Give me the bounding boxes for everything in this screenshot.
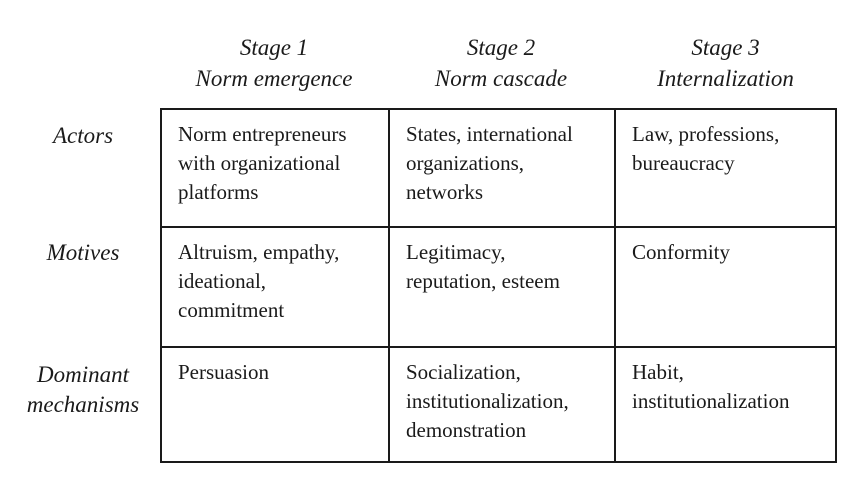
- table-cell-mechanisms-stage-3: [616, 348, 835, 461]
- norm-life-cycle-table: [160, 108, 837, 463]
- stage-label: Stage 3: [691, 35, 760, 60]
- cell-line: Persuasion: [178, 360, 269, 384]
- cell-line: with organizational: [178, 151, 341, 175]
- cell-line: Legitimacy,: [406, 240, 506, 264]
- cell-line: commitment: [178, 298, 285, 322]
- column-header-stage-2: [388, 32, 614, 94]
- table-cell-motives-stage-3: [616, 228, 835, 348]
- cell-line: platforms: [178, 180, 259, 204]
- table-cell-actors-stage-1: [162, 110, 390, 228]
- cell-line: demonstration: [406, 418, 527, 442]
- cell-line: Altruism, empathy,: [178, 240, 340, 264]
- column-header-stage-1: [160, 32, 388, 94]
- cell-line: institutionalization,: [406, 389, 569, 413]
- cell-line: networks: [406, 180, 483, 204]
- row-header-actors: [14, 121, 152, 151]
- cell-line: Socialization,: [406, 360, 521, 384]
- table-cell-motives-stage-1: [162, 228, 390, 348]
- cell-line: bureaucracy: [632, 151, 735, 175]
- stage-name: Internalization: [657, 66, 794, 91]
- column-header-stage-3: [614, 32, 837, 94]
- row-header-motives: [14, 238, 152, 268]
- cell-line: States, international: [406, 122, 573, 146]
- cell-line: Conformity: [632, 240, 730, 264]
- row-label: mechanisms: [26, 392, 140, 417]
- row-header-dominant-mechanisms: [14, 360, 152, 420]
- row-label: Actors: [52, 123, 114, 148]
- table-cell-actors-stage-3: [616, 110, 835, 228]
- stage-name: Norm cascade: [434, 66, 568, 91]
- table-cell-actors-stage-2: [390, 110, 616, 228]
- cell-line: Habit,: [632, 360, 684, 384]
- stage-name: Norm emergence: [195, 66, 353, 91]
- cell-line: Norm entrepreneurs: [178, 122, 347, 146]
- stage-label: Stage 2: [466, 35, 536, 60]
- cell-line: Law, professions,: [632, 122, 780, 146]
- cell-line: institutionalization: [632, 389, 790, 413]
- row-label: Motives: [46, 240, 120, 265]
- table-cell-mechanisms-stage-2: [390, 348, 616, 461]
- cell-line: reputation, esteem: [406, 269, 560, 293]
- cell-line: organizations,: [406, 151, 525, 175]
- stage-label: Stage 1: [239, 35, 309, 60]
- table-cell-mechanisms-stage-1: [162, 348, 390, 461]
- cell-line: ideational,: [178, 269, 267, 293]
- table-cell-motives-stage-2: [390, 228, 616, 348]
- row-label: Dominant: [37, 362, 129, 387]
